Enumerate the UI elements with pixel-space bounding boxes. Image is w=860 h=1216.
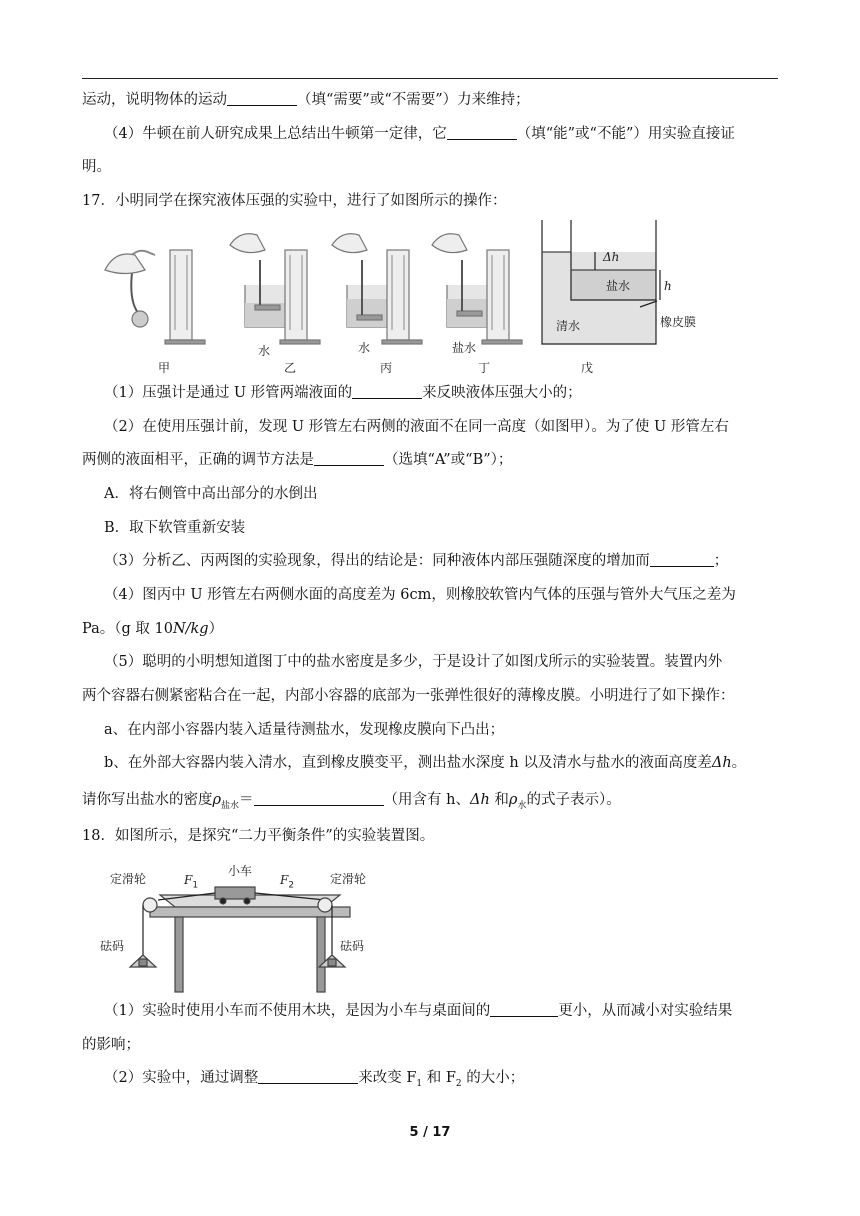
- label-fresh-water: 清水: [556, 319, 581, 333]
- header-rule: [82, 78, 778, 79]
- figure-caption: 乙: [284, 361, 297, 375]
- label-weight-left: 砝码: [100, 939, 125, 953]
- label-salt-water: 盐水: [606, 279, 631, 293]
- label-weight-right: 砝码: [340, 939, 365, 953]
- gauge-ding: [432, 234, 522, 344]
- gauge-bing: [332, 234, 422, 344]
- text-line: （5）聪明的小明想知道图丁中的盐水密度是多少，于是设计了如图戊所示的实验装置。装置内外: [104, 654, 723, 670]
- text-line: （4）牛顿在前人研究成果上总结出牛顿第一定律，它 （填“能”或“不能”）用实验直接证: [104, 126, 735, 142]
- text-line: 运动，说明物体的运动 （填“需要”或“不需要”）力来维持；: [82, 92, 530, 108]
- text-line: （1）压强计是通过 U 形管两端液面的 来反映液体压强大小的；: [104, 385, 582, 401]
- answer-blank[interactable]: [490, 1002, 558, 1017]
- text-line: 两个容器右侧紧密粘合在一起，内部小容器的底部为一张弹性很好的薄橡皮膜。小明进行了如下操作：: [82, 688, 735, 704]
- figure-caption: 甲: [158, 361, 171, 375]
- label-membrane: 橡皮膜: [660, 315, 697, 329]
- answer-blank[interactable]: [227, 91, 297, 106]
- question-18: 18．如图所示，是探究“二力平衡条件”的实验装置图。: [82, 828, 435, 844]
- figure-caption: 丁: [478, 361, 491, 375]
- answer-blank[interactable]: [254, 791, 384, 806]
- option-b: B．取下软管重新安装: [104, 520, 246, 536]
- text-line: （3）分析乙、丙两图的实验现象，得出的结论是：同种液体内部压强随深度的增加而 ；: [104, 553, 729, 569]
- text-line: （4）图丙中 U 形管左右两侧水面的高度差为 6cm，则橡胶软管内气体的压强与管外大气压之差为: [104, 587, 736, 603]
- text-line: Pa。（g 取 10N/kg）: [82, 621, 224, 637]
- figure-17-pressure-gauges: [95, 215, 685, 375]
- answer-blank[interactable]: [258, 1069, 358, 1084]
- figure-caption: 丙: [380, 361, 393, 375]
- liquid-label: 水: [258, 344, 271, 358]
- option-a: A．将右侧管中高出部分的水倒出: [104, 486, 318, 502]
- question-17: 17．小明同学在探究液体压强的实验中，进行了如图所示的操作：: [82, 193, 507, 209]
- figure-caption: 戊: [581, 361, 594, 375]
- label-delta-h: Δh: [603, 250, 620, 264]
- text-line: b、在外部大容器内装入清水，直到橡皮膜变平，测出盐水深度 h 以及清水与盐水的液面高度差Δh。: [104, 755, 747, 771]
- label-pulley-left: 定滑轮: [110, 872, 147, 886]
- label-f1: $F_1$: [184, 873, 199, 891]
- label-h: h: [664, 279, 672, 293]
- liquid-label: 盐水: [452, 341, 477, 355]
- answer-blank[interactable]: [650, 552, 714, 567]
- label-f2: $F_2$: [280, 873, 295, 891]
- answer-blank[interactable]: [314, 451, 384, 466]
- gauge-jia: [105, 250, 205, 344]
- label-pulley-right: 定滑轮: [330, 872, 367, 886]
- text-line: （2）在使用压强计前，发现 U 形管左右两侧的液面不在同一高度（如图甲）。为了使 U 形管左右: [104, 419, 729, 435]
- text-line: 的影响；: [82, 1037, 140, 1053]
- answer-blank[interactable]: [352, 384, 422, 399]
- answer-blank[interactable]: [447, 125, 517, 140]
- text-line: 明。: [82, 159, 111, 175]
- text-line: 两侧的液面相平，正确的调节方法是 （选填“A”或“B”）；: [82, 452, 513, 468]
- gauge-yi: [230, 234, 320, 344]
- page-number: 5 / 17: [409, 1125, 451, 1140]
- text-line: （2）实验中，通过调整 来改变 $F_1$ 和 $F_2$ 的大小；: [104, 1070, 525, 1089]
- label-cart: 小车: [228, 864, 253, 878]
- liquid-label: 水: [358, 341, 371, 355]
- text-line: （1）实验时使用小车而不使用木块，是因为小车与桌面间的 更小，从而减小对实验结果: [104, 1003, 733, 1019]
- text-line: a、在内部小容器内装入适量待测盐水，发现橡皮膜向下凸出；: [104, 722, 505, 738]
- text-line: 请你写出盐水的密度$\rho_{盐水}=$ （用含有 h、Δh 和$\rho_水$的式子表示）。: [82, 792, 621, 811]
